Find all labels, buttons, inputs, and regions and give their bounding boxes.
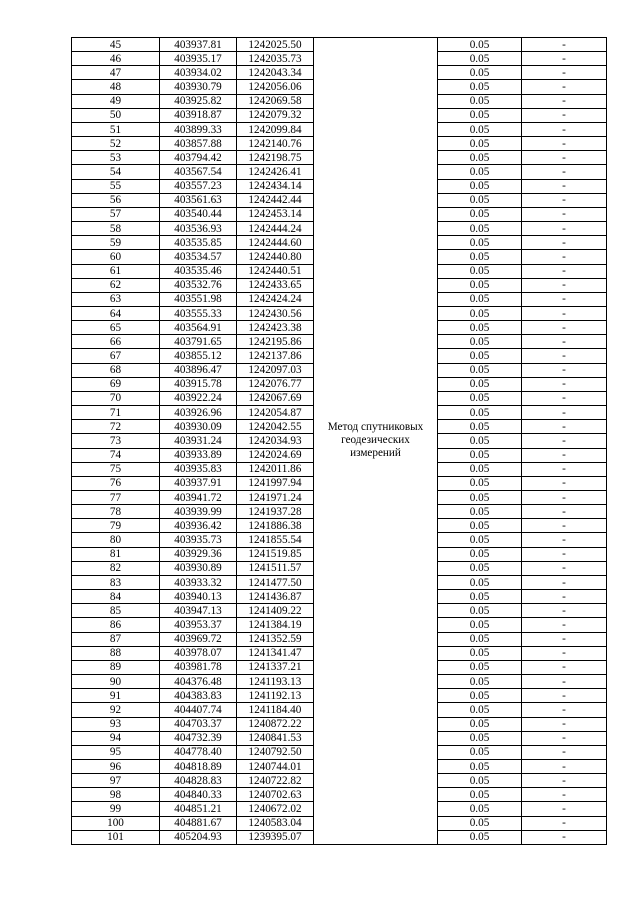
note-cell: - — [522, 377, 607, 391]
accuracy-mt-cell: 0.05 — [438, 193, 522, 207]
point-number-cell: 47 — [72, 66, 160, 80]
coordinate-x-cell: 403551.98 — [160, 292, 237, 306]
note-cell: - — [522, 264, 607, 278]
coordinate-x-cell: 403794.42 — [160, 151, 237, 165]
accuracy-mt-cell: 0.05 — [438, 108, 522, 122]
accuracy-mt-cell: 0.05 — [438, 420, 522, 434]
coordinate-x-cell: 404376.48 — [160, 675, 237, 689]
coordinate-y-cell: 1241886.38 — [237, 519, 314, 533]
note-cell: - — [522, 802, 607, 816]
note-cell: - — [522, 689, 607, 703]
accuracy-mt-cell: 0.05 — [438, 462, 522, 476]
coordinate-y-cell: 1241341.47 — [237, 646, 314, 660]
point-number-cell: 78 — [72, 505, 160, 519]
coordinate-y-cell: 1240722.82 — [237, 774, 314, 788]
coordinate-y-cell: 1240744.01 — [237, 759, 314, 773]
coordinate-x-cell: 403934.02 — [160, 66, 237, 80]
point-number-cell: 65 — [72, 321, 160, 335]
note-cell: - — [522, 292, 607, 306]
accuracy-mt-cell: 0.05 — [438, 505, 522, 519]
note-cell: - — [522, 335, 607, 349]
coordinate-x-cell: 403969.72 — [160, 632, 237, 646]
coordinate-y-cell: 1242024.69 — [237, 448, 314, 462]
coordinate-x-cell: 403791.65 — [160, 335, 237, 349]
point-number-cell: 96 — [72, 759, 160, 773]
point-number-cell: 85 — [72, 604, 160, 618]
note-cell: - — [522, 391, 607, 405]
note-cell: - — [522, 193, 607, 207]
point-number-cell: 58 — [72, 222, 160, 236]
note-cell: - — [522, 632, 607, 646]
method-cell: Метод спутниковых геодезических измерений — [314, 38, 438, 845]
point-number-cell: 93 — [72, 717, 160, 731]
note-cell: - — [522, 179, 607, 193]
point-number-cell: 71 — [72, 406, 160, 420]
coordinate-y-cell: 1241971.24 — [237, 491, 314, 505]
coordinate-y-cell: 1241937.28 — [237, 505, 314, 519]
point-number-cell: 73 — [72, 434, 160, 448]
accuracy-mt-cell: 0.05 — [438, 137, 522, 151]
accuracy-mt-cell: 0.05 — [438, 434, 522, 448]
accuracy-mt-cell: 0.05 — [438, 689, 522, 703]
point-number-cell: 54 — [72, 165, 160, 179]
coordinate-y-cell: 1242440.80 — [237, 250, 314, 264]
point-number-cell: 60 — [72, 250, 160, 264]
note-cell: - — [522, 476, 607, 490]
note-cell: - — [522, 80, 607, 94]
note-cell: - — [522, 830, 607, 844]
coordinate-x-cell: 403947.13 — [160, 604, 237, 618]
accuracy-mt-cell: 0.05 — [438, 306, 522, 320]
point-number-cell: 74 — [72, 448, 160, 462]
point-number-cell: 53 — [72, 151, 160, 165]
point-number-cell: 87 — [72, 632, 160, 646]
note-cell: - — [522, 363, 607, 377]
coordinate-x-cell: 405204.93 — [160, 830, 237, 844]
accuracy-mt-cell: 0.05 — [438, 38, 522, 52]
coordinate-y-cell: 1240583.04 — [237, 816, 314, 830]
note-cell: - — [522, 38, 607, 52]
point-number-cell: 95 — [72, 745, 160, 759]
accuracy-mt-cell: 0.05 — [438, 618, 522, 632]
coordinate-y-cell: 1242442.44 — [237, 193, 314, 207]
note-cell: - — [522, 94, 607, 108]
accuracy-mt-cell: 0.05 — [438, 406, 522, 420]
accuracy-mt-cell: 0.05 — [438, 179, 522, 193]
point-number-cell: 56 — [72, 193, 160, 207]
coordinate-y-cell: 1242198.75 — [237, 151, 314, 165]
accuracy-mt-cell: 0.05 — [438, 264, 522, 278]
accuracy-mt-cell: 0.05 — [438, 788, 522, 802]
coordinate-y-cell: 1242140.76 — [237, 137, 314, 151]
accuracy-mt-cell: 0.05 — [438, 590, 522, 604]
note-cell: - — [522, 533, 607, 547]
coordinate-x-cell: 403922.24 — [160, 391, 237, 405]
coordinate-x-cell: 403929.36 — [160, 547, 237, 561]
accuracy-mt-cell: 0.05 — [438, 491, 522, 505]
coordinate-x-cell: 403535.46 — [160, 264, 237, 278]
point-number-cell: 76 — [72, 476, 160, 490]
coordinate-y-cell: 1241384.19 — [237, 618, 314, 632]
coordinate-y-cell: 1242195.86 — [237, 335, 314, 349]
point-number-cell: 100 — [72, 816, 160, 830]
coordinate-y-cell: 1242069.58 — [237, 94, 314, 108]
note-cell: - — [522, 590, 607, 604]
accuracy-mt-cell: 0.05 — [438, 717, 522, 731]
coordinate-x-cell: 403564.91 — [160, 321, 237, 335]
note-cell: - — [522, 646, 607, 660]
coordinate-y-cell: 1242097.03 — [237, 363, 314, 377]
note-cell: - — [522, 349, 607, 363]
coordinate-y-cell: 1242034.93 — [237, 434, 314, 448]
coordinate-y-cell: 1240672.02 — [237, 802, 314, 816]
accuracy-mt-cell: 0.05 — [438, 660, 522, 674]
accuracy-mt-cell: 0.05 — [438, 222, 522, 236]
accuracy-mt-cell: 0.05 — [438, 575, 522, 589]
note-cell: - — [522, 816, 607, 830]
coordinate-x-cell: 403940.13 — [160, 590, 237, 604]
point-number-cell: 91 — [72, 689, 160, 703]
point-number-cell: 82 — [72, 561, 160, 575]
note-cell: - — [522, 788, 607, 802]
coordinate-x-cell: 403857.88 — [160, 137, 237, 151]
coordinate-y-cell: 1241337.21 — [237, 660, 314, 674]
coordinate-x-cell: 403540.44 — [160, 207, 237, 221]
coordinate-x-cell: 403935.73 — [160, 533, 237, 547]
coordinate-x-cell: 403930.79 — [160, 80, 237, 94]
point-number-cell: 99 — [72, 802, 160, 816]
coordinate-x-cell: 403941.72 — [160, 491, 237, 505]
point-number-cell: 89 — [72, 660, 160, 674]
coordinate-x-cell: 403555.33 — [160, 306, 237, 320]
note-cell: - — [522, 575, 607, 589]
coordinate-x-cell: 403981.78 — [160, 660, 237, 674]
note-cell: - — [522, 250, 607, 264]
coordinate-y-cell: 1242426.41 — [237, 165, 314, 179]
note-cell: - — [522, 731, 607, 745]
point-number-cell: 57 — [72, 207, 160, 221]
point-number-cell: 97 — [72, 774, 160, 788]
accuracy-mt-cell: 0.05 — [438, 802, 522, 816]
coordinate-y-cell: 1239395.07 — [237, 830, 314, 844]
point-number-cell: 72 — [72, 420, 160, 434]
coordinate-x-cell: 404881.67 — [160, 816, 237, 830]
coordinate-x-cell: 403930.09 — [160, 420, 237, 434]
coordinate-x-cell: 404818.89 — [160, 759, 237, 773]
coordinate-y-cell: 1242054.87 — [237, 406, 314, 420]
accuracy-mt-cell: 0.05 — [438, 561, 522, 575]
coordinate-x-cell: 403935.17 — [160, 52, 237, 66]
accuracy-mt-cell: 0.05 — [438, 292, 522, 306]
coordinates-table-body — [72, 38, 607, 845]
accuracy-mt-cell: 0.05 — [438, 745, 522, 759]
coordinate-x-cell: 403937.81 — [160, 38, 237, 52]
note-cell: - — [522, 52, 607, 66]
note-cell: - — [522, 717, 607, 731]
coordinate-x-cell: 403896.47 — [160, 363, 237, 377]
coordinate-x-cell: 403532.76 — [160, 278, 237, 292]
coordinates-table — [71, 37, 607, 845]
note-cell: - — [522, 236, 607, 250]
coordinate-x-cell: 403978.07 — [160, 646, 237, 660]
accuracy-mt-cell: 0.05 — [438, 80, 522, 94]
point-number-cell: 67 — [72, 349, 160, 363]
note-cell: - — [522, 306, 607, 320]
coordinate-y-cell: 1242137.86 — [237, 349, 314, 363]
point-number-cell: 59 — [72, 236, 160, 250]
point-number-cell: 84 — [72, 590, 160, 604]
point-number-cell: 46 — [72, 52, 160, 66]
accuracy-mt-cell: 0.05 — [438, 816, 522, 830]
accuracy-mt-cell: 0.05 — [438, 335, 522, 349]
accuracy-mt-cell: 0.05 — [438, 94, 522, 108]
coordinate-x-cell: 403939.99 — [160, 505, 237, 519]
coordinate-x-cell: 403557.23 — [160, 179, 237, 193]
point-number-cell: 48 — [72, 80, 160, 94]
coordinate-x-cell: 403935.83 — [160, 462, 237, 476]
note-cell: - — [522, 547, 607, 561]
point-number-cell: 49 — [72, 94, 160, 108]
coordinate-y-cell: 1240792.50 — [237, 745, 314, 759]
coordinate-y-cell: 1241855.54 — [237, 533, 314, 547]
note-cell: - — [522, 151, 607, 165]
coordinate-x-cell: 403953.37 — [160, 618, 237, 632]
coordinate-x-cell: 403899.33 — [160, 122, 237, 136]
coordinate-x-cell: 403561.63 — [160, 193, 237, 207]
point-number-cell: 63 — [72, 292, 160, 306]
accuracy-mt-cell: 0.05 — [438, 731, 522, 745]
coordinate-y-cell: 1241511.57 — [237, 561, 314, 575]
coordinate-x-cell: 404851.21 — [160, 802, 237, 816]
accuracy-mt-cell: 0.05 — [438, 646, 522, 660]
accuracy-mt-cell: 0.05 — [438, 519, 522, 533]
coordinate-y-cell: 1241477.50 — [237, 575, 314, 589]
coordinate-y-cell: 1242067.69 — [237, 391, 314, 405]
coordinate-y-cell: 1242076.77 — [237, 377, 314, 391]
coordinate-y-cell: 1241519.85 — [237, 547, 314, 561]
coordinate-x-cell: 403926.96 — [160, 406, 237, 420]
accuracy-mt-cell: 0.05 — [438, 236, 522, 250]
note-cell: - — [522, 618, 607, 632]
note-cell: - — [522, 137, 607, 151]
note-cell: - — [522, 122, 607, 136]
accuracy-mt-cell: 0.05 — [438, 448, 522, 462]
coordinate-y-cell: 1240872.22 — [237, 717, 314, 731]
coordinate-y-cell: 1242424.24 — [237, 292, 314, 306]
coordinate-x-cell: 404407.74 — [160, 703, 237, 717]
point-number-cell: 51 — [72, 122, 160, 136]
coordinate-y-cell: 1241436.87 — [237, 590, 314, 604]
point-number-cell: 69 — [72, 377, 160, 391]
note-cell: - — [522, 434, 607, 448]
note-cell: - — [522, 278, 607, 292]
accuracy-mt-cell: 0.05 — [438, 52, 522, 66]
point-number-cell: 98 — [72, 788, 160, 802]
coordinate-x-cell: 403567.54 — [160, 165, 237, 179]
coordinate-x-cell: 404840.33 — [160, 788, 237, 802]
coordinate-x-cell: 403855.12 — [160, 349, 237, 363]
note-cell: - — [522, 66, 607, 80]
coordinate-x-cell: 403937.91 — [160, 476, 237, 490]
point-number-cell: 68 — [72, 363, 160, 377]
accuracy-mt-cell: 0.05 — [438, 830, 522, 844]
coordinate-y-cell: 1242011.86 — [237, 462, 314, 476]
point-number-cell: 83 — [72, 575, 160, 589]
coordinate-y-cell: 1241352.59 — [237, 632, 314, 646]
table-row — [72, 38, 607, 52]
coordinate-y-cell: 1240702.63 — [237, 788, 314, 802]
coordinate-y-cell: 1241409.22 — [237, 604, 314, 618]
point-number-cell: 94 — [72, 731, 160, 745]
note-cell: - — [522, 491, 607, 505]
point-number-cell: 92 — [72, 703, 160, 717]
point-number-cell: 50 — [72, 108, 160, 122]
accuracy-mt-cell: 0.05 — [438, 759, 522, 773]
point-number-cell: 52 — [72, 137, 160, 151]
note-cell: - — [522, 505, 607, 519]
coordinate-x-cell: 403936.42 — [160, 519, 237, 533]
coordinate-y-cell: 1242043.34 — [237, 66, 314, 80]
note-cell: - — [522, 462, 607, 476]
point-number-cell: 61 — [72, 264, 160, 278]
coordinate-y-cell: 1242423.38 — [237, 321, 314, 335]
coordinate-x-cell: 404383.83 — [160, 689, 237, 703]
accuracy-mt-cell: 0.05 — [438, 151, 522, 165]
accuracy-mt-cell: 0.05 — [438, 165, 522, 179]
note-cell: - — [522, 321, 607, 335]
coordinate-x-cell: 403933.32 — [160, 575, 237, 589]
coordinate-y-cell: 1242025.50 — [237, 38, 314, 52]
coordinate-x-cell: 404703.37 — [160, 717, 237, 731]
point-number-cell: 86 — [72, 618, 160, 632]
accuracy-mt-cell: 0.05 — [438, 122, 522, 136]
coordinate-y-cell: 1241193.13 — [237, 675, 314, 689]
note-cell: - — [522, 207, 607, 221]
coordinate-y-cell: 1242444.24 — [237, 222, 314, 236]
accuracy-mt-cell: 0.05 — [438, 476, 522, 490]
coordinate-y-cell: 1242444.60 — [237, 236, 314, 250]
accuracy-mt-cell: 0.05 — [438, 349, 522, 363]
coordinate-x-cell: 403918.87 — [160, 108, 237, 122]
coordinate-y-cell: 1242453.14 — [237, 207, 314, 221]
point-number-cell: 88 — [72, 646, 160, 660]
note-cell: - — [522, 448, 607, 462]
point-number-cell: 90 — [72, 675, 160, 689]
accuracy-mt-cell: 0.05 — [438, 675, 522, 689]
note-cell: - — [522, 604, 607, 618]
accuracy-mt-cell: 0.05 — [438, 321, 522, 335]
coordinate-x-cell: 404732.39 — [160, 731, 237, 745]
point-number-cell: 101 — [72, 830, 160, 844]
note-cell: - — [522, 222, 607, 236]
accuracy-mt-cell: 0.05 — [438, 703, 522, 717]
coordinate-x-cell: 403534.57 — [160, 250, 237, 264]
coordinate-y-cell: 1241192.13 — [237, 689, 314, 703]
point-number-cell: 75 — [72, 462, 160, 476]
accuracy-mt-cell: 0.05 — [438, 533, 522, 547]
coordinate-x-cell: 403536.93 — [160, 222, 237, 236]
point-number-cell: 66 — [72, 335, 160, 349]
coordinate-y-cell: 1242099.84 — [237, 122, 314, 136]
coordinate-x-cell: 403933.89 — [160, 448, 237, 462]
note-cell: - — [522, 745, 607, 759]
accuracy-mt-cell: 0.05 — [438, 363, 522, 377]
note-cell: - — [522, 660, 607, 674]
accuracy-mt-cell: 0.05 — [438, 547, 522, 561]
coordinate-y-cell: 1242440.51 — [237, 264, 314, 278]
point-number-cell: 55 — [72, 179, 160, 193]
coordinate-y-cell: 1242433.65 — [237, 278, 314, 292]
note-cell: - — [522, 774, 607, 788]
coordinate-x-cell: 403925.82 — [160, 94, 237, 108]
coordinate-y-cell: 1241184.40 — [237, 703, 314, 717]
accuracy-mt-cell: 0.05 — [438, 66, 522, 80]
coordinate-y-cell: 1242042.55 — [237, 420, 314, 434]
accuracy-mt-cell: 0.05 — [438, 250, 522, 264]
point-number-cell: 81 — [72, 547, 160, 561]
accuracy-mt-cell: 0.05 — [438, 207, 522, 221]
coordinate-x-cell: 403535.85 — [160, 236, 237, 250]
coordinate-y-cell: 1242079.32 — [237, 108, 314, 122]
coordinate-x-cell: 404778.40 — [160, 745, 237, 759]
point-number-cell: 77 — [72, 491, 160, 505]
point-number-cell: 64 — [72, 306, 160, 320]
coordinate-y-cell: 1242430.56 — [237, 306, 314, 320]
accuracy-mt-cell: 0.05 — [438, 377, 522, 391]
accuracy-mt-cell: 0.05 — [438, 391, 522, 405]
point-number-cell: 45 — [72, 38, 160, 52]
coordinate-x-cell: 403931.24 — [160, 434, 237, 448]
note-cell: - — [522, 703, 607, 717]
accuracy-mt-cell: 0.05 — [438, 604, 522, 618]
note-cell: - — [522, 420, 607, 434]
note-cell: - — [522, 519, 607, 533]
coordinate-y-cell: 1242434.14 — [237, 179, 314, 193]
point-number-cell: 80 — [72, 533, 160, 547]
coordinate-x-cell: 403915.78 — [160, 377, 237, 391]
note-cell: - — [522, 759, 607, 773]
point-number-cell: 79 — [72, 519, 160, 533]
note-cell: - — [522, 165, 607, 179]
coordinate-y-cell: 1242056.06 — [237, 80, 314, 94]
note-cell: - — [522, 675, 607, 689]
coordinate-y-cell: 1241997.94 — [237, 476, 314, 490]
point-number-cell: 70 — [72, 391, 160, 405]
note-cell: - — [522, 108, 607, 122]
note-cell: - — [522, 561, 607, 575]
coordinate-y-cell: 1242035.73 — [237, 52, 314, 66]
note-cell: - — [522, 406, 607, 420]
accuracy-mt-cell: 0.05 — [438, 774, 522, 788]
coordinate-x-cell: 404828.83 — [160, 774, 237, 788]
accuracy-mt-cell: 0.05 — [438, 278, 522, 292]
point-number-cell: 62 — [72, 278, 160, 292]
accuracy-mt-cell: 0.05 — [438, 632, 522, 646]
coordinate-x-cell: 403930.89 — [160, 561, 237, 575]
coordinate-y-cell: 1240841.53 — [237, 731, 314, 745]
